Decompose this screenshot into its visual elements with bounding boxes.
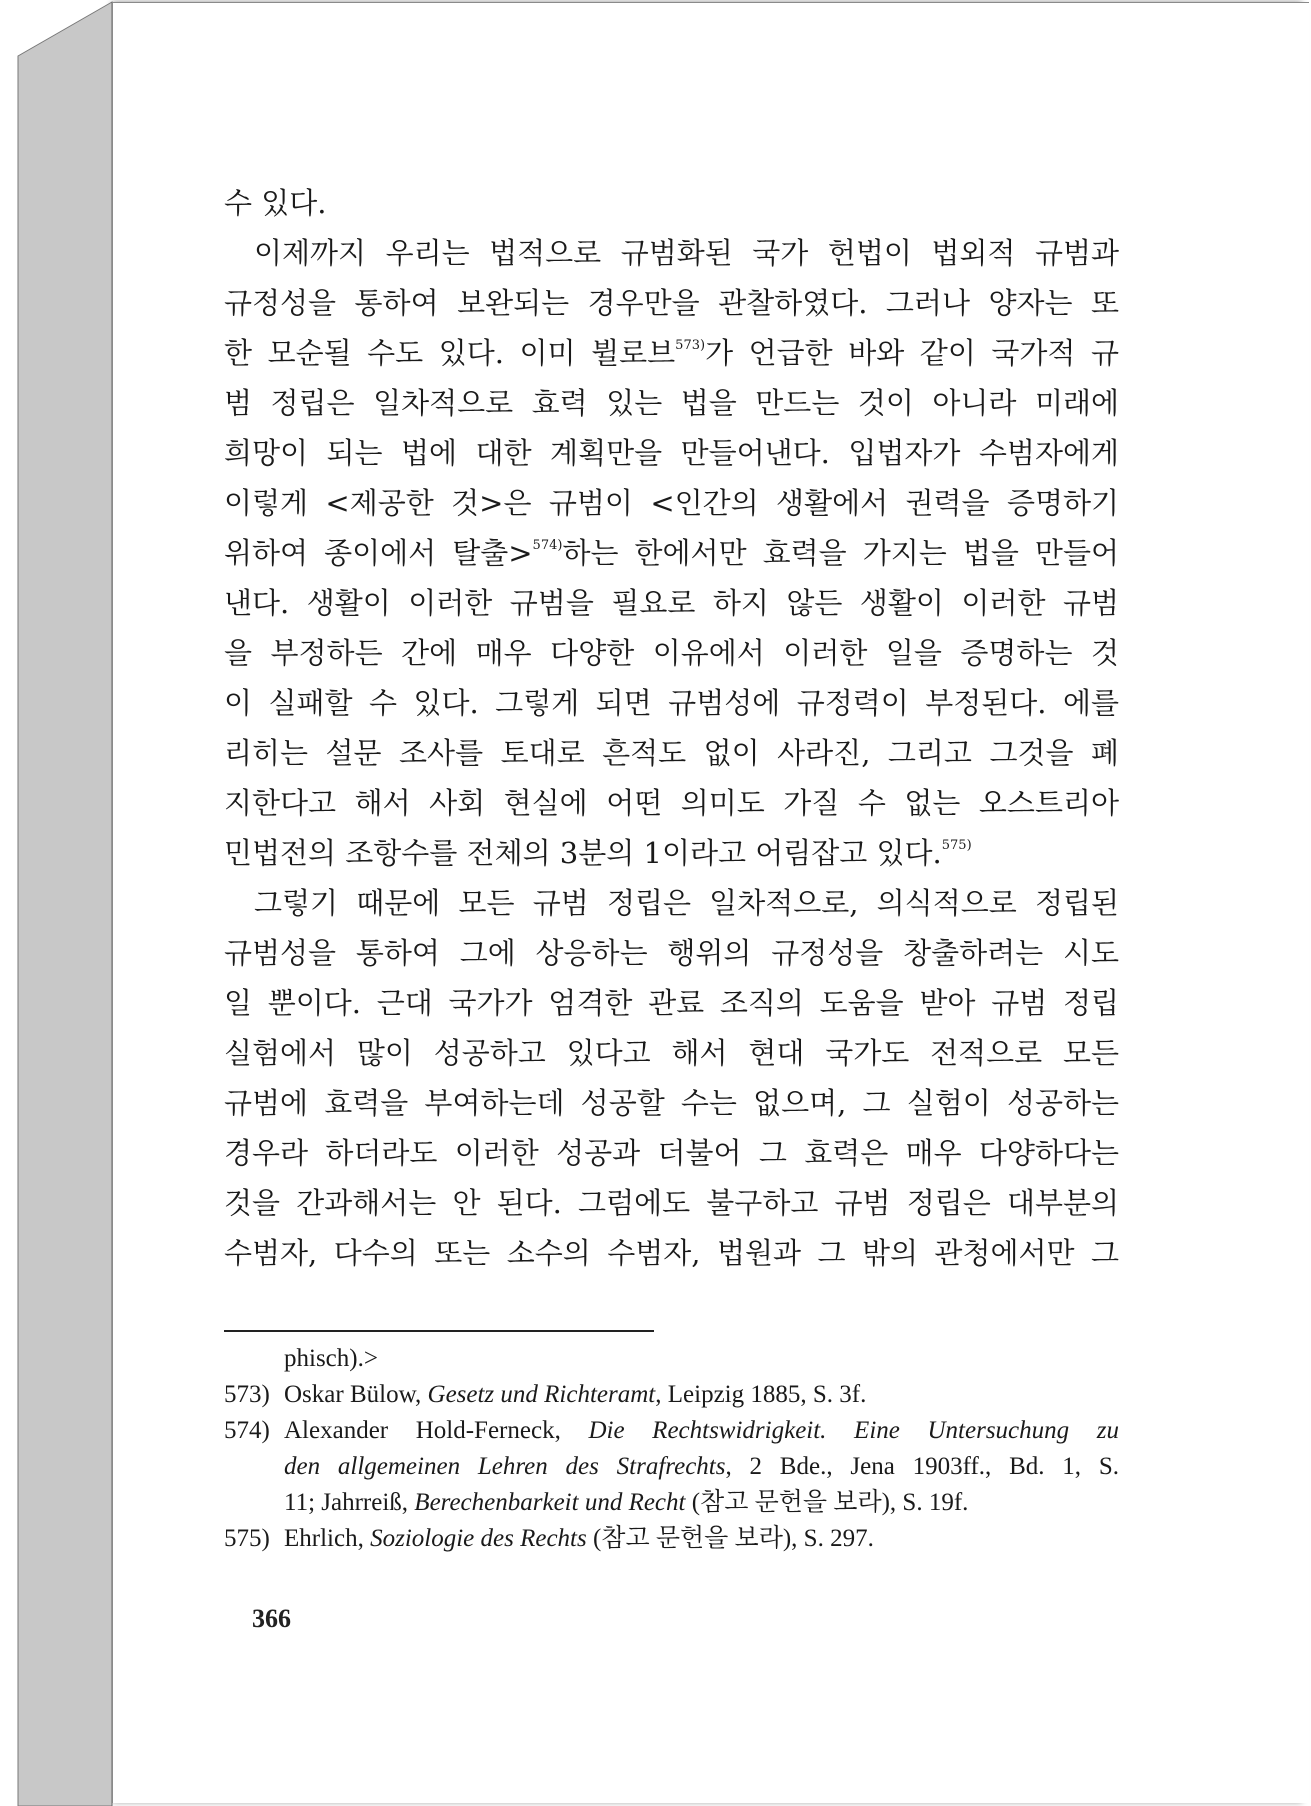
footnote-ref-574: 574) (532, 538, 563, 553)
text-line: 민법전의 조항수를 전체의 3분의 1이라고 어림잡고 있다.$^{575)}$ (224, 836, 972, 870)
text-line: 실험에서 많이 성공하고 있다고 해서 현대 국가도 전적으로 모든 (224, 1036, 1119, 1070)
footnote-ref-573: 573) (675, 338, 706, 353)
page-number: 366 (252, 1604, 291, 1633)
text-line: 그렇기 때문에 모든 규범 정립은 일차적으로, 의식적으로 정립된 (254, 886, 1119, 920)
text-line: 이렇게 <제공한 것>은 규범이 <인간의 생활에서 권력을 증명하기 (224, 486, 1119, 520)
text-line: 수범자, 다수의 또는 소수의 수범자, 법원과 그 밖의 관청에서만 그 (224, 1236, 1119, 1270)
text-line: 한 모순될 수도 있다. 이미 뷜로브$^{573)}$가 언급한 바와 같이 국가적 규 (224, 336, 1119, 370)
text-line: 수 있다. (224, 186, 327, 220)
text-line: 희망이 되는 법에 대한 계획만을 만들어낸다. 입법자가 수범자에게 (224, 436, 1119, 470)
text-line: 리히는 설문 조사를 토대로 흔적도 없이 사라진, 그리고 그것을 폐 (224, 736, 1119, 770)
footnote-575: 575) Ehrlich, Soziologie des Rechts (참고 문헌을 보라), S. 297. (224, 1525, 874, 1552)
text-line: 낸다. 생활이 이러한 규범을 필요로 하지 않든 생활이 이러한 규범 (224, 586, 1119, 620)
footnote-ref-575: 575) (941, 838, 972, 853)
book-spine (0, 0, 120, 1806)
text-line: 것을 간과해서는 안 된다. 그럼에도 불구하고 규범 정립은 대부분의 (224, 1186, 1119, 1220)
text-line: 이 실패할 수 있다. 그렇게 되면 규범성에 규정력이 부정된다. 에를 (224, 686, 1119, 720)
main-text (224, 178, 1119, 1278)
footnote-divider (224, 1330, 654, 1332)
footnote-574: 574) Alexander Hold-Ferneck, Die Rechtswidrigkeit. Eine Untersuchung zu den allgemeinen Lehren des Strafrechts, 2 Bde., Jena 1903ff., Bd. 1, S. 11; Jahrreiß, Berechenbarkeit und Recht (참고 문헌을 보라), S. 19f. (224, 1417, 1119, 1516)
text-line: 범 정립은 일차적으로 효력 있는 법을 만드는 것이 아니라 미래에 (224, 386, 1119, 420)
text-line: 규정성을 통하여 보완되는 경우만을 관찰하였다. 그러나 양자는 또 (224, 286, 1119, 320)
text-line: 경우라 하더라도 이러한 성공과 더불어 그 효력은 매우 다양하다는 (224, 1136, 1119, 1170)
text-line: 이제까지 우리는 법적으로 규범화된 국가 헌법이 법외적 규범과 (254, 236, 1119, 270)
text-line: 규범에 효력을 부여하는데 성공할 수는 없으며, 그 실험이 성공하는 (224, 1086, 1119, 1120)
text-line: 을 부정하든 간에 매우 다양한 이유에서 이러한 일을 증명하는 것 (224, 636, 1119, 670)
footnote-573: 573) Oskar Bülow, Gesetz und Richteramt, Leipzig 1885, S. 3f. (224, 1381, 867, 1408)
text-line: 지한다고 해서 사회 현실에 어떤 의미도 가질 수 없는 오스트리아 (224, 786, 1119, 820)
footnote-continuation: phisch).> (284, 1345, 378, 1372)
text-line: 일 뿐이다. 근대 국가가 엄격한 관료 조직의 도움을 받아 규범 정립 (224, 986, 1119, 1020)
text-line: 규범성을 통하여 그에 상응하는 행위의 규정성을 창출하려는 시도 (224, 936, 1119, 970)
text-line: 위하여 종이에서 탈출>$^{574)}$하는 한에서만 효력을 가지는 법을 만들어 (224, 536, 1119, 570)
footnotes (224, 1341, 1119, 1557)
